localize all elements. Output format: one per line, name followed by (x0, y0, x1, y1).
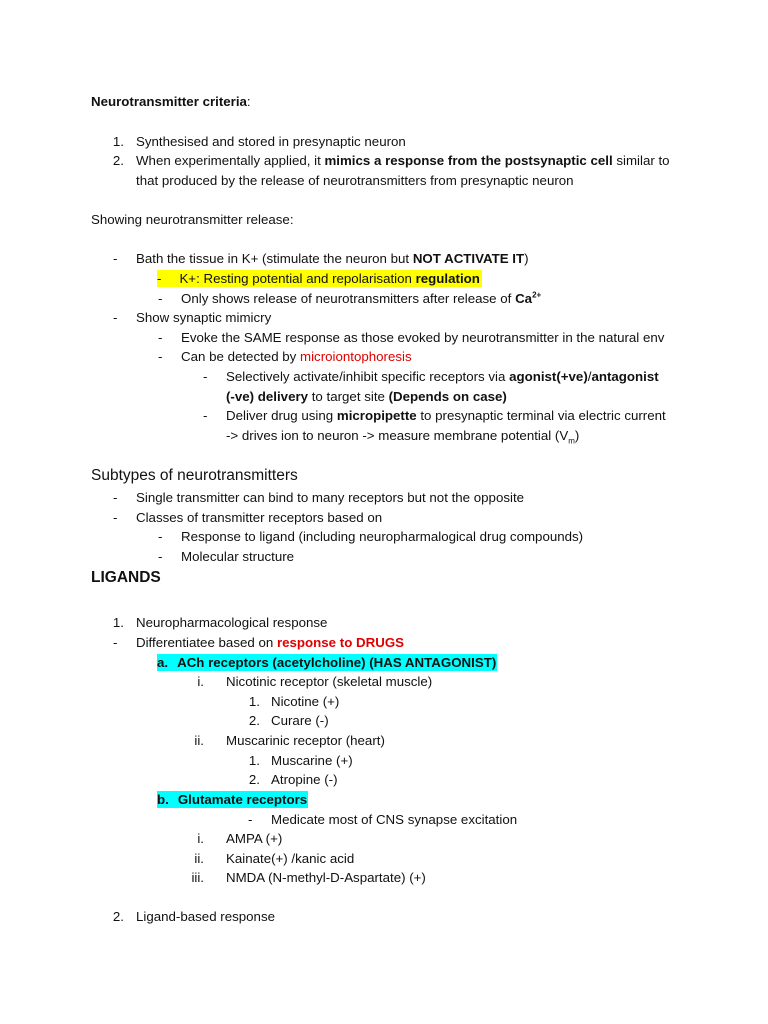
bullet-dash: - (113, 490, 118, 505)
list-marker: i. (197, 674, 204, 689)
list-marker: 2. (112, 909, 124, 924)
list-marker: iii. (191, 870, 204, 885)
ligands-heading: LIGANDS (91, 569, 161, 586)
ligands-item-2: Ligand-based response (136, 909, 275, 924)
criteria-item-2-cont: that produced by the release of neurotransmitters from presynaptic neuron (136, 173, 574, 188)
atropine-item: Atropine (-) (271, 772, 338, 787)
release-heading: Showing neurotransmitter release: (91, 212, 294, 227)
bullet-dash: - (113, 251, 118, 266)
nicotine-item: Nicotine (+) (271, 694, 340, 709)
list-marker: 1. (248, 694, 260, 709)
single-transmitter-item: Single transmitter can bind to many receptors but not the opposite (136, 490, 525, 505)
muscarinic-item: Muscarinic receptor (heart) (226, 733, 385, 748)
muscarine-item: Muscarine (+) (271, 753, 353, 768)
list-marker: ii. (194, 851, 204, 866)
mimicry-item: Show synaptic mimicry (136, 310, 272, 325)
list-marker: 1. (248, 753, 260, 768)
list-marker: i. (197, 831, 204, 846)
nicotinic-item: Nicotinic receptor (skeletal muscle) (226, 674, 433, 689)
selective-item-cont: (-ve) delivery to target site (Depends on case) (226, 389, 507, 404)
selective-item: Selectively activate/inhibit specific receptors via agonist(+ve)/antagonist (226, 369, 659, 384)
list-marker: 1. (112, 134, 124, 149)
molecular-item: Molecular structure (181, 549, 295, 564)
list-marker: 2. (112, 153, 124, 168)
bullet-dash: - (158, 549, 163, 564)
bullet-dash: - (203, 369, 208, 384)
bullet-dash: - (203, 408, 208, 423)
deliver-item: Deliver drug using micropipette to presynaptic terminal via electric current (226, 408, 666, 423)
bullet-dash: - (158, 330, 163, 345)
k-regulation-item: - K+: Resting potential and repolarisation regulation (157, 271, 480, 286)
criteria-title: Neurotransmitter criteria: (91, 94, 251, 109)
kainate-item: Kainate(+) /kanic acid (226, 851, 355, 866)
bullet-dash: - (248, 812, 253, 827)
nmda-item: NMDA (N-methyl-D-Aspartate) (+) (226, 870, 426, 885)
ach-receptors-item: a. ACh receptors (acetylcholine) (HAS ANTAGONIST) (157, 655, 497, 670)
subtypes-heading: Subtypes of neurotransmitters (91, 467, 298, 484)
classes-item: Classes of transmitter receptors based on (136, 510, 383, 525)
bullet-dash: - (113, 310, 118, 325)
only-shows-item: Only shows release of neurotransmitters after release of $Ca^{2+}$ (181, 290, 542, 306)
deliver-item-cont: -> drives ion to neuron -> measure membrane potential $(V_m)$ (226, 428, 580, 446)
evoke-item: Evoke the SAME response as those evoked by neurotransmitter in the natural env (181, 330, 665, 345)
criteria-item-2: When experimentally applied, it mimics a response from the postsynaptic cell similar to (136, 153, 670, 168)
list-marker: ii. (194, 733, 204, 748)
bullet-dash: - (158, 529, 163, 544)
bullet-dash: - (158, 291, 163, 306)
bullet-dash: - (113, 510, 118, 525)
ligands-item-1: Neuropharmacological response (136, 615, 328, 630)
medicate-item: Medicate most of CNS synapse excitation (271, 812, 518, 827)
differentiate-item: Differentiatee based on response to DRUGS (136, 635, 405, 650)
bullet-dash: - (113, 635, 118, 650)
list-marker: 2. (248, 713, 260, 728)
detect-item: Can be detected by microiontophoresis (181, 349, 412, 364)
list-marker: 1. (112, 615, 124, 630)
bath-item: Bath the tissue in K+ (stimulate the neuron but NOT ACTIVATE IT) (136, 251, 529, 266)
bullet-dash: - (158, 349, 163, 364)
list-marker: 2. (248, 772, 260, 787)
ampa-item: AMPA (+) (226, 831, 283, 846)
glutamate-receptors-item: b. Glutamate receptors (157, 792, 308, 807)
curare-item: Curare (-) (271, 713, 329, 728)
criteria-item-1: Synthesised and stored in presynaptic neuron (136, 134, 406, 149)
response-ligand-item: Response to ligand (including neuropharmalogical drug compounds) (181, 529, 584, 544)
